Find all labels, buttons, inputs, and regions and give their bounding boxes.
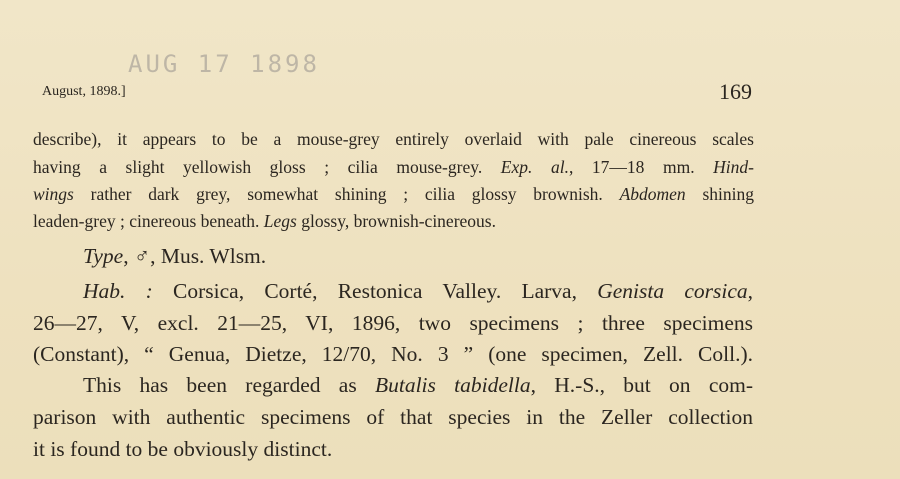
italic-run: Hind- xyxy=(713,157,754,177)
running-head: August, 1898.] xyxy=(42,84,126,99)
text-run: glossy, brownish-cinereous. xyxy=(296,211,496,231)
text-run: Corsica, Corté, Restonica Valley. Larva, xyxy=(152,279,598,303)
italic-run: Legs xyxy=(263,211,297,231)
italic-run: Genista corsica xyxy=(597,279,748,303)
italic-run: Exp. al. xyxy=(500,157,569,177)
text-run: , ♂, Mus. Wlsm. xyxy=(123,244,267,268)
text-line xyxy=(33,129,754,150)
date-stamp: AUG 17 1898 xyxy=(128,50,320,78)
italic-run: Butalis tabidella xyxy=(374,373,531,397)
text-line xyxy=(83,279,753,304)
text-run: rather dark grey, somewhat shining ; cilia glossy brownish. xyxy=(73,184,620,204)
text-line xyxy=(83,373,753,398)
text-run: having a slight yellowish gloss ; cilia mouse-grey. xyxy=(33,157,501,177)
text-run: it is found to be obviously distinct. xyxy=(33,437,333,461)
italic-run: wings xyxy=(33,184,74,204)
italic-run: Abdomen xyxy=(619,184,686,204)
text-line xyxy=(33,405,753,430)
page-number: 169 xyxy=(719,79,752,104)
text-run: This has been regarded as xyxy=(83,373,375,397)
text-run: describe), it appears to be a mouse-grey entirely overlaid with pale cinereous scales xyxy=(33,129,754,149)
text-line xyxy=(83,244,266,269)
text-run: , H.-S., but on com- xyxy=(530,373,754,397)
text-line xyxy=(33,342,753,367)
text-line xyxy=(33,211,496,232)
text-line xyxy=(33,311,753,336)
text-line xyxy=(33,437,332,462)
text-run: parison with authentic specimens of that species in the Zeller collection xyxy=(33,405,753,429)
text-line xyxy=(33,157,754,178)
text-run: , xyxy=(747,279,753,303)
text-run: , 17—18 mm. xyxy=(568,157,714,177)
text-line xyxy=(33,184,754,205)
text-run: leaden-grey ; cinereous beneath. xyxy=(33,211,264,231)
text-run: 26—27, V, excl. 21—25, VI, 1896, two specimens ; three specimens xyxy=(33,311,753,335)
italic-run: Hab. : xyxy=(83,279,153,303)
text-run: (Constant), “ Genua, Dietze, 12/70, No. 3 ” (one specimen, Zell. Coll.). xyxy=(33,342,753,366)
italic-run: Type xyxy=(83,244,124,268)
text-run: shining xyxy=(685,184,754,204)
